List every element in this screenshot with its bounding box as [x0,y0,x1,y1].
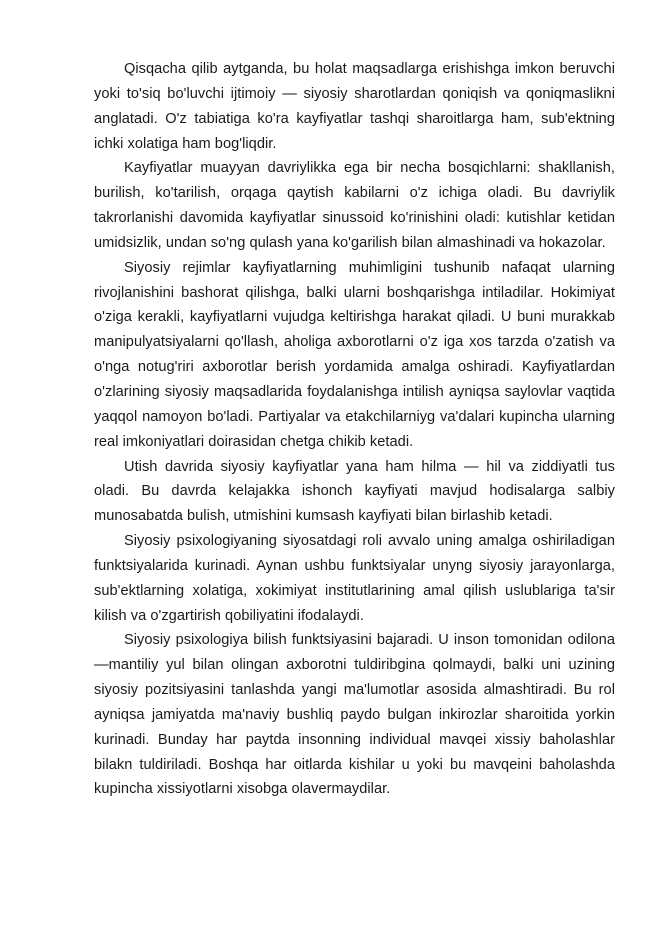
paragraph: Siyosiy psixologiyaning siyosatdagi roli avvalo uning amalga oshiriladigan funktsiyalarida kurinadi. Aynan ushbu funktsiyalar unyng siyosiy jarayonlarga, sub'ektlarning xolatiga, xokimiyat institutlarining amal qilish uslublariga ta'sir kilish va o'zgartirish qobiliyatini ifodalaydi. [94,533,615,624]
document-body [94,57,615,802]
paragraph: Qisqacha qilib aytganda, bu holat maqsadlarga erishishga imkon beruvchi yoki to'siq bo'luvchi ijtimoiy — siyosiy sharotlardan qoniqish va qoniqmaslikni anglatadi. O'z tabiatiga ko'ra kayfiyatlar tashqi sharoitlarga ham, sub'ektning ichki xolatiga ham bog'liqdir. [94,61,615,152]
paragraph: Utish davrida siyosiy kayfiyatlar yana ham hilma — hil va ziddiyatli tus oladi. Bu davrda kelajakka ishonch kayfiyati mavjud hodisalarga salbiy munosabatda bulish, utmishini kumsash kayfiyati bilan birlashib ketadi. [94,458,615,525]
paragraph: Siyosiy psixologiya bilish funktsiyasini bajaradi. U inson tomonidan odilona —mantiliy yul bilan olingan axborotni tuldiribgina qolmaydi, balki uni uzining siyosiy pozitsiyasini tanlashda yangi ma'lumotlar asosida almashtiradi. Bu rol ayniqsa jamiyatda ma'naviy bushliq paydo bulgan inkirozlar sharoitida yorkin kurinadi. Bunday har paytda insonning individual mavqei xissiy baholashlar bilakn tuldiriladi. Boshqa har oitlarda kishilar u yoki bu mavqeini baholashda kupincha xissiyotlarni xisobga olavermaydilar. [94,632,615,798]
paragraph: Siyosiy rejimlar kayfiyatlarning muhimligini tushunib nafaqat ularning rivojlanishini bashorat qilishga, balki ularni boshqarishga intiladilar. Hokimiyat o'ziga kerakli, kayfiyatlarni vujudga keltirishga harakat qiladi. U buni murakkab manipulyatsiyalarni qo'llash, aholiga axborotlarni o'z iga xos tarzda o'zatish va o'nga notug'riri axborotlar berish yordamida amalga oshiradi. Kayfiyatlardan o'zlarining siyosiy maqsadlarida foydalanishga intilish ayniqsa saylovlar vaqtida yaqqol namoyon bo'ladi. Partiyalar va etakchilarniyg va'dalari kupincha ularning real imkoniyatlari doirasidan chetga chikib ketadi. [94,259,615,450]
paragraph: Kayfiyatlar muayyan davriylikka ega bir necha bosqichlarni: shakllanish, burilish, ko'tarilish, orqaga qaytish kabilarni o'z ichiga oladi. Bu davriylik takrorlanishi davomida kayfiyatlar sinussoid ko'rinishini oladi: kutishlar ketidan umidsizlik, undan so'ng qulash yana ko'garilish bilan almashinadi va hokazolar. [94,160,615,251]
